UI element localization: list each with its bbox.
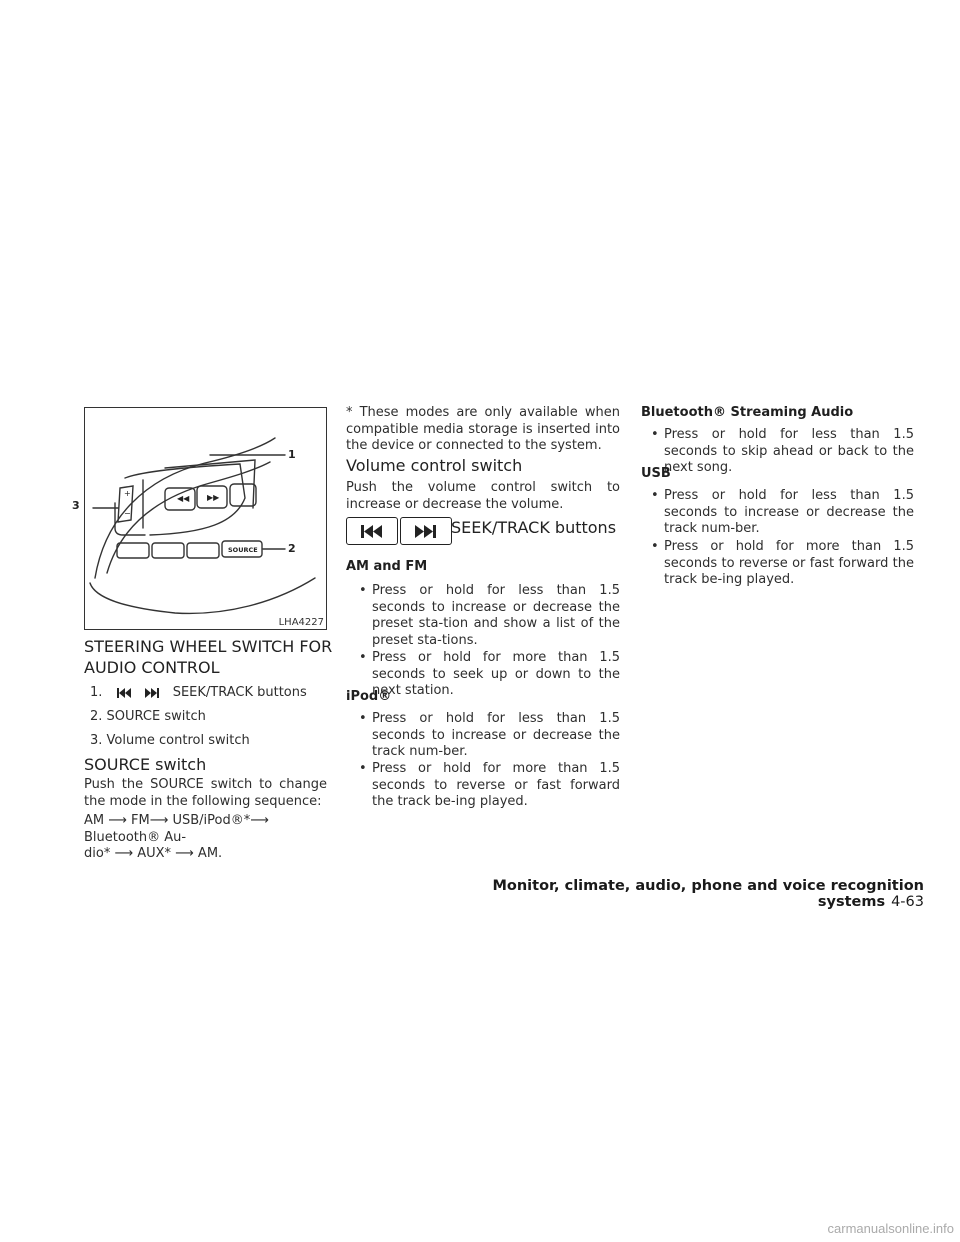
ipod-bullet-1-text: Press or hold for less than 1.5 seconds to increase or decrease the track num-ber. (372, 711, 620, 759)
source-key-label: SOURCE (228, 546, 258, 554)
source-sequence-line2: dio* ⟶ AUX* ⟶ AM. (84, 846, 223, 861)
amfm-bullet-2-text: Press or hold for more than 1.5 seconds to seek up or down to the next station. (372, 650, 620, 698)
volume-paragraph: Push the volume control switch to increase or decrease the volume. (346, 480, 620, 512)
list-item-3 (90, 733, 330, 750)
steering-switch-heading-line2: AUDIO CONTROL (84, 658, 220, 677)
source-sequence (84, 813, 329, 863)
footer-section-title: Monitor, climate, audio, phone and voice recognition systems (492, 878, 924, 910)
list-number-2: 2. (90, 709, 103, 724)
ipod-bullet-1: • Press or hold for less than 1.5 seconds to increase or decrease the track num-ber. (359, 711, 620, 759)
bluetooth-bullet-1: • Press or hold for less than 1.5 seconds to skip ahead or back to the next song. (651, 427, 914, 475)
list-text-3: Volume control switch (106, 733, 250, 748)
page-footer (434, 878, 924, 910)
page-number: 4-63 (891, 894, 924, 910)
usb-heading: USB (641, 466, 671, 481)
list-number-1: 1. (90, 685, 103, 700)
list-item-1 (90, 685, 330, 702)
seek-track-button-pair (346, 517, 452, 545)
skip-back-icon (117, 688, 131, 698)
list-number-3: 3. (90, 733, 103, 748)
ipod-bullet-2: • Press or hold for more than 1.5 seconds to reverse or fast forward the track be-ing played. (359, 761, 620, 809)
callout-1: 1 (288, 448, 296, 461)
source-switch-paragraph: Push the SOURCE switch to change the mode in the following sequence: (84, 777, 327, 809)
amfm-bullet-1: • Press or hold for less than 1.5 seconds to increase or decrease the preset sta-tion and show a list of the preset sta-tions. (359, 583, 620, 648)
seek-forward-button (400, 517, 452, 545)
amfm-heading: AM and FM (346, 559, 428, 574)
list-item-2 (90, 709, 330, 726)
steering-switch-heading-line1: STEERING WHEEL SWITCH FOR (84, 637, 333, 656)
svg-text:▶▶: ▶▶ (207, 493, 220, 502)
steering-switch-heading (84, 636, 334, 678)
amfm-bullet-1-text: Press or hold for less than 1.5 seconds to increase or decrease the preset sta-tion and show a list of the preset sta-tions. (372, 583, 620, 648)
list-text-2: SOURCE switch (106, 709, 206, 724)
callout-3-outer: 3 (72, 499, 80, 512)
bluetooth-bullet-1-text: Press or hold for less than 1.5 seconds to skip ahead or back to the next song. (664, 427, 914, 475)
callout-2: 2 (288, 542, 296, 555)
ipod-heading: iPod® (346, 689, 392, 704)
volume-heading: Volume control switch (346, 456, 523, 475)
figure-id-label: LHA4227 (278, 617, 324, 628)
bluetooth-heading: Bluetooth® Streaming Audio (641, 405, 854, 420)
seek-track-icons (117, 688, 159, 698)
usb-bullet-2: • Press or hold for more than 1.5 seconds to reverse or fast forward the track be-ing played. (651, 539, 914, 587)
svg-text:+: + (124, 489, 131, 498)
source-switch-heading: SOURCE switch (84, 755, 207, 774)
source-sequence-line1: AM ⟶ FM⟶ USB/iPod®*⟶ Bluetooth® Au- (84, 813, 269, 845)
usb-bullet-2-text: Press or hold for more than 1.5 seconds to reverse or fast forward the track be-ing played. (664, 539, 914, 587)
svg-text:◀◀: ◀◀ (177, 494, 190, 503)
skip-forward-icon (145, 688, 159, 698)
modes-note: * These modes are only available when compatible media storage is inserted into the device or connected to the system. (346, 405, 620, 453)
steering-wheel-illustration (85, 408, 327, 630)
ipod-bullet-2-text: Press or hold for more than 1.5 seconds to reverse or fast forward the track be-ing played. (372, 761, 620, 809)
usb-bullet-1-text: Press or hold for less than 1.5 seconds to increase or decrease the track num-ber. (664, 488, 914, 536)
skip-back-icon (361, 525, 383, 538)
skip-forward-icon (415, 525, 437, 538)
list-text-1: SEEK/TRACK buttons (172, 685, 307, 700)
amfm-bullet-2: • Press or hold for more than 1.5 seconds to seek up or down to the next station. (359, 650, 620, 698)
watermark: carmanualsonline.info (827, 1221, 954, 1236)
usb-bullet-1: • Press or hold for less than 1.5 seconds to increase or decrease the track num-ber. (651, 488, 914, 536)
seek-track-heading: SEEK/TRACK buttons (451, 518, 617, 537)
svg-text:−: − (124, 509, 131, 518)
steering-wheel-switch-figure (84, 407, 327, 630)
seek-back-button (346, 517, 398, 545)
